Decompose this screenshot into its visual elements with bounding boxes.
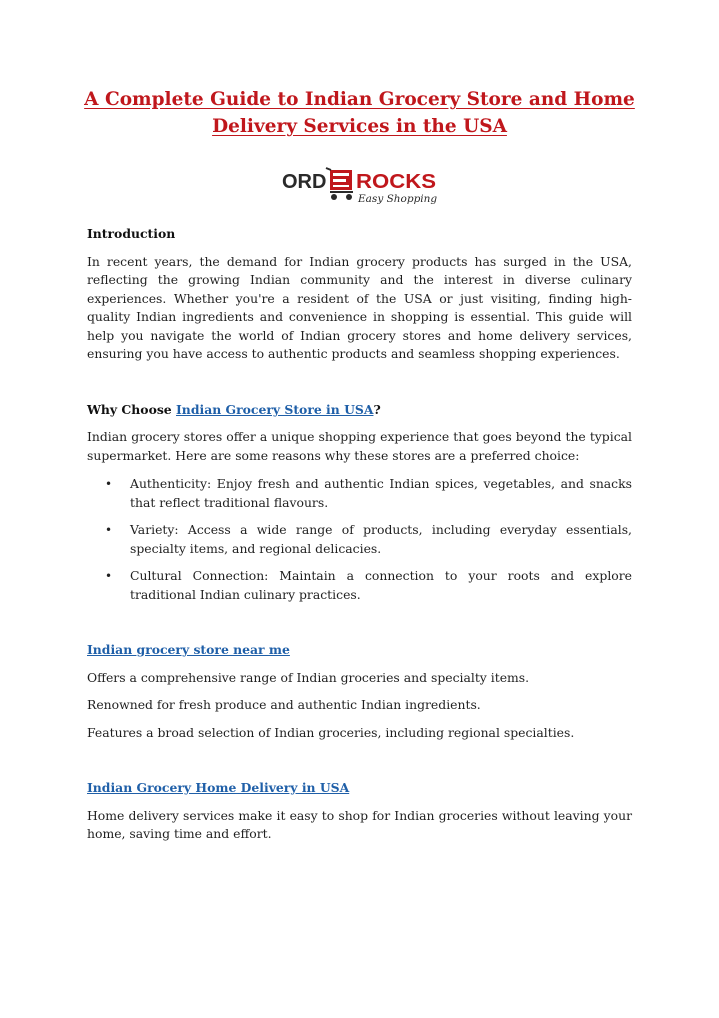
list-item [87,567,632,604]
logo-tagline: Easy Shopping [358,193,438,205]
list-item [87,521,632,558]
logo-text-right: ROCKS [356,171,436,193]
delivery-paragraph: Home delivery services make it easy to shop for Indian groceries without leaving your home, saving time and effort. [87,807,632,841]
near-me-line: Features a broad selection of Indian groceries, including regional specialties. [87,724,575,740]
intro-heading: Introduction [87,226,176,241]
list-item-text: Authenticity: Enjoy fresh and authentic Indian spices, vegetables, and snacks that reflect traditional flavours. [130,476,632,510]
list-item [87,475,632,512]
list-item-text: Variety: Access a wide range of products, including everyday essentials, specialty items, and regional delicacies. [130,522,632,556]
why-heading-prefix: Why Choose [87,401,177,417]
why-heading-suffix: ? [373,401,381,417]
shopping-cart-icon [326,168,353,200]
bullet-icon: • [105,523,113,537]
orderrocks-logo [280,164,440,208]
indian-grocery-home-delivery-link[interactable]: Indian Grocery Home Delivery in USA [87,780,350,795]
bullet-icon: • [105,569,113,583]
list-item-text: Cultural Connection: Maintain a connection to your roots and explore traditional Indian culinary practices. [130,568,632,602]
near-me-line: Offers a comprehensive range of Indian groceries and specialty items. [87,669,530,685]
article-body [87,225,632,844]
near-me-heading [87,641,632,660]
near-me-line: Renowned for fresh produce and authentic Indian ingredients. [87,697,481,712]
delivery-heading [87,779,632,798]
logo-text-left: ORD [282,171,327,193]
reasons-list [87,475,632,604]
why-heading [87,401,632,420]
bullet-icon: • [105,477,113,491]
indian-grocery-store-near-me-link[interactable]: Indian grocery store near me [87,642,290,657]
why-paragraph: Indian grocery stores offer a unique shopping experience that goes beyond the typical supermarket. Here are some reasons why these stores are a preferred choice: [87,429,632,463]
page-title: A Complete Guide to Indian Grocery Store and Home Delivery Services in the USA [84,89,635,137]
indian-grocery-store-usa-link[interactable]: Indian Grocery Store in USA [176,401,374,417]
intro-paragraph: In recent years, the demand for Indian grocery products has surged in the USA, reflecting the growing Indian community and the interest in diverse culinary experiences. Whether you're a resident of the USA or just visiting, finding high-quality Indian ingredients and convenience in shopping is essential. This guide will help you navigate the world of Indian grocery stores and home delivery services, ensuring you have access to authentic products and seamless shopping experiences. [87,253,632,361]
